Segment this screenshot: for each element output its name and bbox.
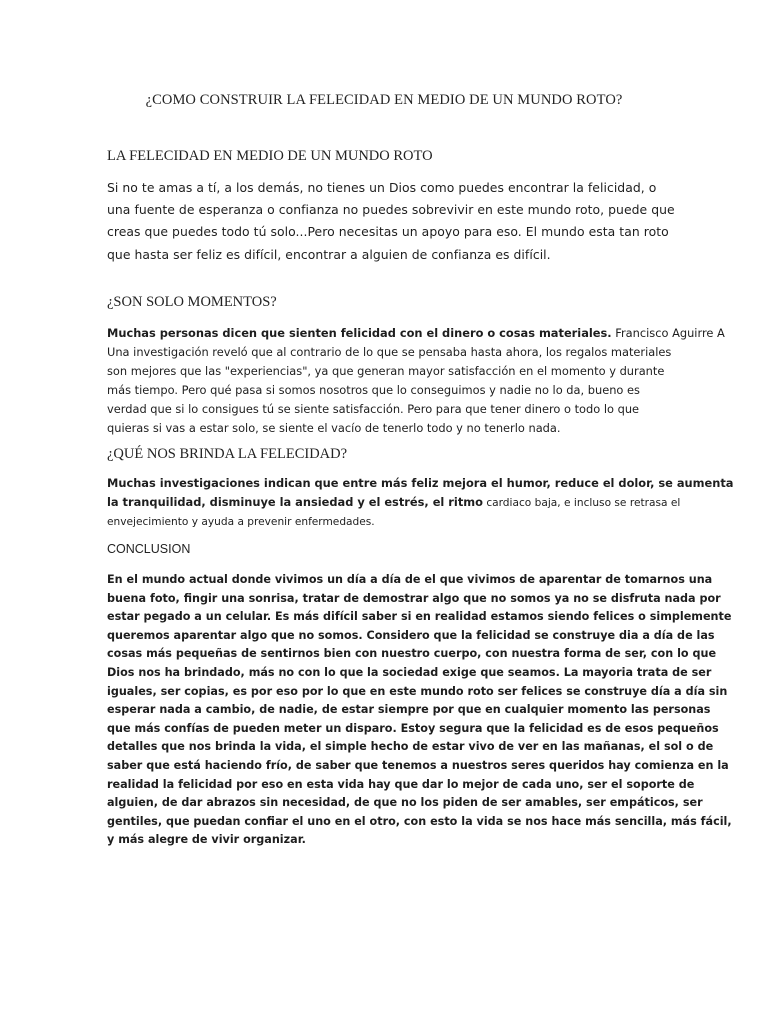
- paragraph-line: creas que puedes todo tú solo...Pero necesitas un apoyo para eso. El mundo esta tan roto: [107, 224, 669, 240]
- section-heading-que-nos-brinda: ¿QUÉ NOS BRINDA LA FELECIDAD?: [107, 446, 348, 462]
- paragraph-line: detalles que nos brinda la vida, el simple hecho de estar vivo de ver en las mañanas, el sol o de: [107, 740, 714, 754]
- section-heading-conclusion: CONCLUSION: [107, 542, 191, 556]
- document-title: ¿COMO CONSTRUIR LA FELECIDAD EN MEDIO DE UN MUNDO ROTO?: [145, 92, 623, 108]
- paragraph-line: iguales, ser copias, es por eso por lo que en este mundo roto ser felices se construye día a día sin: [107, 684, 728, 698]
- paragraph-line: Una investigación reveló que al contrario de lo que se pensaba hasta ahora, los regalos materiales: [107, 345, 672, 359]
- paragraph-line: verdad que si lo consigues tú se siente satisfacción. Pero para que tener dinero o todo lo que: [107, 402, 640, 416]
- paragraph-line: y más alegre de vivir organizar.: [107, 833, 306, 847]
- paragraph-line: Dios nos ha brindado, más no con lo que la sociedad exige que seamos. La mayoria trata de ser: [107, 665, 712, 679]
- section1-paragraph: [107, 177, 675, 266]
- paragraph-line: saber que está haciendo frío, de saber que tenemos a nuestros seres queridos hay comienza en la: [107, 758, 729, 772]
- paragraph-line: [107, 324, 725, 343]
- paragraph-line: buena foto, fingir una sonrisa, tratar de demostrar algo que no somos ya no se disfruta nada por: [107, 591, 721, 605]
- paragraph-line: esperar nada a cambio, de nadie, de estar siempre por que en cualquier momento las personas: [107, 703, 711, 717]
- paragraph-line: que hasta ser feliz es difícil, encontrar a alguien de confianza es difícil.: [107, 246, 551, 262]
- paragraph-line: Si no te amas a tí, a los demás, no tienes un Dios como puedes encontrar la felicidad, o: [107, 180, 657, 195]
- paragraph-line: una fuente de esperanza o confianza no puedes sobrevivir en este mundo roto, puede que: [107, 202, 675, 218]
- paragraph-line: quieras si vas a estar solo, se siente el vacío de tenerlo todo y no tenerlo nada.: [107, 421, 561, 435]
- paragraph-line: Muchas investigaciones indican que entre más feliz mejora el humor, reduce el dolor, se aumenta: [107, 476, 734, 490]
- section2-paragraph: [107, 324, 725, 438]
- paragraph-line: realidad la felicidad por eso en esta vida hay que dar lo mejor de cada uno, ser el soporte de: [107, 777, 695, 791]
- paragraph-line: gentiles, que puedan confiar el uno en el otro, con esto la vida se nos hace más sencilla, más fácil,: [107, 814, 732, 828]
- paragraph-bold-text: la tranquilidad, disminuye la ansiedad y el estrés, el ritmo: [107, 495, 483, 509]
- paragraph-line: envejecimiento y ayuda a prevenir enfermedades.: [107, 516, 375, 528]
- paragraph-line: queremos aparentar algo que no somos. Considero que la felicidad se construye dia a día de las: [107, 628, 715, 642]
- paragraph-line: estar pegado a un celular. Es más difícil saber si en realidad estamos siendo felices o simplemente: [107, 610, 732, 624]
- paragraph-bold-text: Muchas personas dicen que sienten felicidad con el dinero o cosas materiales.: [107, 326, 612, 340]
- paragraph-line: que más confías de pueden meter un disparo. Estoy segura que la felicidad es de esos pequeños: [107, 721, 719, 735]
- paragraph-line: En el mundo actual donde vivimos un día a día de el que vivimos de aparentar de tomarnos una: [107, 573, 713, 586]
- paragraph-line: [107, 493, 681, 513]
- paragraph-line: son mejores que las "experiencias", ya que generan mayor satisfacción en el momento y durante: [107, 364, 665, 378]
- section3-paragraph: [107, 474, 734, 532]
- paragraph-normal-text: cardiaco baja, e incluso se retrasa el: [482, 497, 681, 509]
- section-heading-felicidad-mundo-roto: LA FELECIDAD EN MEDIO DE UN MUNDO ROTO: [107, 148, 433, 164]
- section-heading-son-solo-momentos: ¿SON SOLO MOMENTOS?: [107, 294, 277, 310]
- paragraph-author-text: Francisco Aguirre A: [611, 326, 725, 340]
- conclusion-paragraph: [107, 571, 732, 850]
- paragraph-line: alguien, de dar abrazos sin necesidad, de que no los piden de ser amables, ser empáticos, ser: [107, 796, 703, 810]
- paragraph-line: cosas más pequeñas de sentirnos bien con nuestro cuerpo, con nuestra forma de ser, con lo que: [107, 647, 717, 661]
- paragraph-line: más tiempo. Pero qué pasa si somos nosotros que lo conseguimos y nadie no lo da, bueno es: [107, 383, 640, 397]
